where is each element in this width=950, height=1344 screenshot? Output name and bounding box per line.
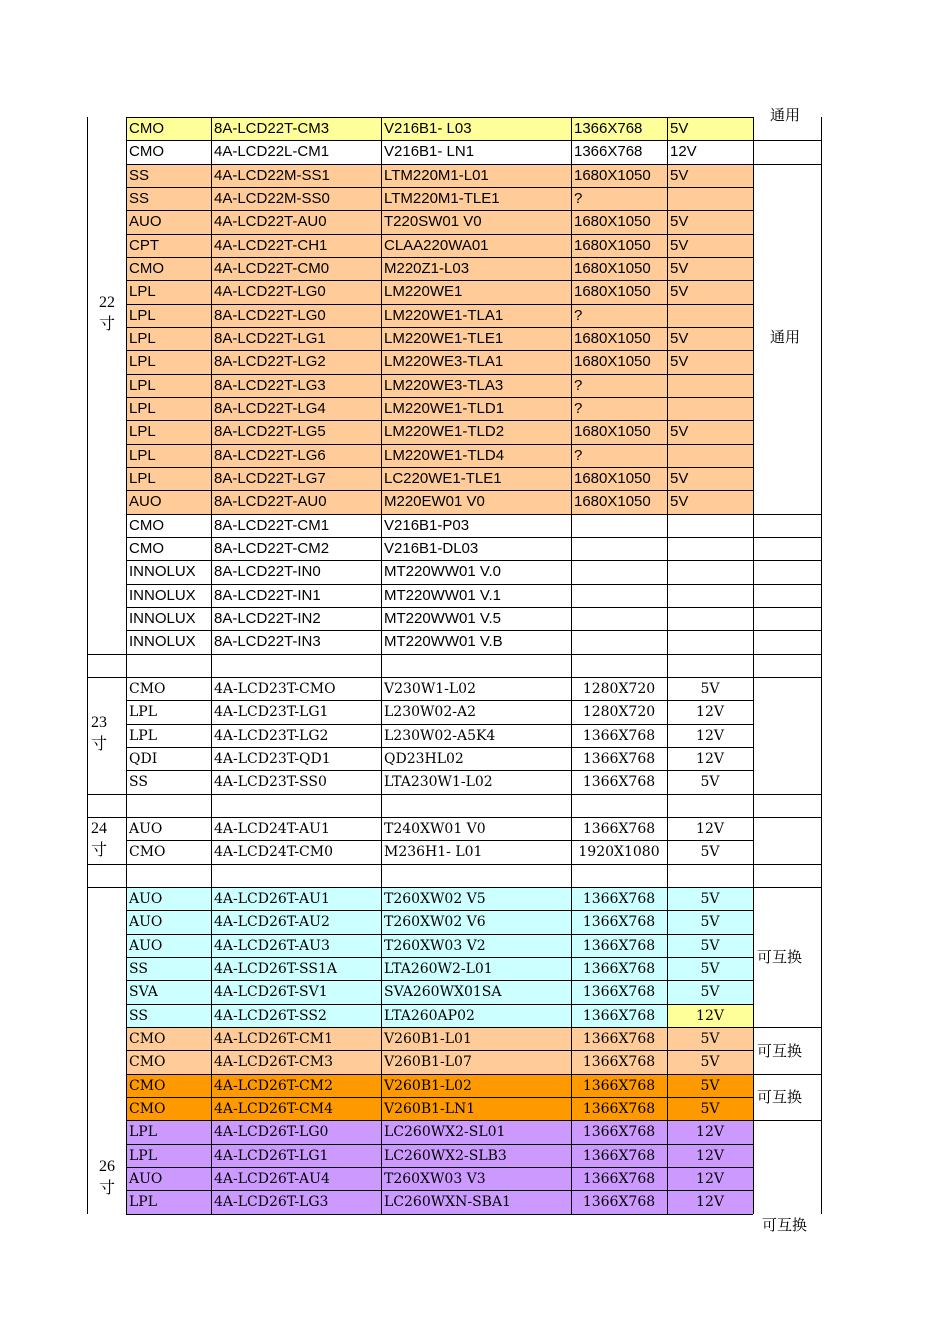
code-cell: 8A-LCD22T-LG6 bbox=[214, 446, 326, 464]
code-cell: 4A-LCD26T-AU1 bbox=[214, 890, 330, 907]
voltage-cell: 12V bbox=[696, 1170, 724, 1187]
row-border bbox=[126, 117, 753, 118]
maker-cell: INNOLUX bbox=[129, 563, 196, 581]
panel-cell: LC260WXN-SBA1 bbox=[384, 1194, 511, 1211]
row-border bbox=[126, 490, 753, 491]
row-border bbox=[126, 794, 753, 795]
row-border bbox=[126, 1027, 753, 1028]
size-label-22: 22 寸 bbox=[98, 294, 115, 333]
panel-cell: M220EW01 V0 bbox=[384, 493, 485, 511]
notes-group-border bbox=[753, 584, 821, 585]
row-border bbox=[126, 187, 753, 188]
row-border bbox=[126, 444, 753, 445]
code-cell: 4A-LCD26T-AU4 bbox=[214, 1170, 330, 1187]
row-border bbox=[126, 350, 753, 351]
row-border bbox=[126, 747, 753, 748]
resolution-cell: 1680X1050 bbox=[574, 213, 651, 231]
maker-cell: AUO bbox=[129, 937, 163, 954]
row-border bbox=[126, 1004, 753, 1005]
voltage-cell: 5V bbox=[700, 937, 720, 954]
panel-cell: LM220WE3-TLA3 bbox=[384, 376, 504, 394]
voltage-cell: 5V bbox=[700, 1054, 720, 1071]
column-border bbox=[753, 117, 754, 1214]
row-border bbox=[126, 304, 753, 305]
maker-cell: LPL bbox=[129, 423, 156, 441]
code-cell: 8A-LCD22T-IN2 bbox=[214, 609, 321, 627]
notes-group-border bbox=[753, 514, 821, 515]
code-cell: 4A-LCD22T-LG0 bbox=[214, 283, 326, 301]
resolution-cell: 1366X768 bbox=[582, 984, 656, 1001]
maker-cell: LPL bbox=[129, 306, 156, 324]
panel-cell: V230W1-L02 bbox=[384, 680, 476, 697]
panel-cell: MT220WW01 V.1 bbox=[384, 586, 501, 604]
voltage-cell: 5V bbox=[670, 329, 689, 347]
resolution-cell: 1366X768 bbox=[582, 1147, 656, 1164]
voltage-cell: 5V bbox=[670, 423, 689, 441]
size-column-border bbox=[87, 117, 88, 1214]
notes-group-border bbox=[753, 887, 821, 888]
size-label-23: 23 寸 bbox=[90, 714, 107, 753]
voltage-cell: 5V bbox=[700, 890, 720, 907]
resolution-cell: 1366X768 bbox=[582, 774, 656, 791]
code-cell: 8A-LCD22T-IN0 bbox=[214, 563, 321, 581]
column-border bbox=[381, 117, 382, 1214]
voltage-cell: 12V bbox=[696, 704, 724, 721]
code-cell: 8A-LCD22T-LG7 bbox=[214, 469, 326, 487]
row-border bbox=[126, 840, 753, 841]
code-cell: 8A-LCD22T-LG3 bbox=[214, 376, 326, 394]
panel-cell: LM220WE1-TLA1 bbox=[384, 306, 504, 324]
maker-cell: SS bbox=[129, 189, 150, 207]
panel-cell: LM220WE1-TLD2 bbox=[384, 423, 505, 441]
voltage-cell: 5V bbox=[700, 680, 720, 697]
notes-group-border bbox=[753, 864, 821, 865]
resolution-cell: 1680X1050 bbox=[574, 423, 651, 441]
resolution-cell: 1366X768 bbox=[582, 937, 656, 954]
notes-group-border bbox=[753, 140, 821, 141]
panel-cell: LM220WE1 bbox=[384, 283, 463, 301]
code-cell: 4A-LCD24T-CM0 bbox=[214, 844, 334, 861]
row-border bbox=[126, 607, 753, 608]
code-cell: 4A-LCD26T-AU3 bbox=[214, 937, 330, 954]
maker-cell: AUO bbox=[129, 820, 163, 837]
notes-group-border bbox=[753, 1027, 821, 1028]
resolution-cell: 1680X1050 bbox=[574, 469, 651, 487]
row-border bbox=[126, 584, 753, 585]
resolution-cell: 1680X1050 bbox=[574, 166, 651, 184]
code-cell: 8A-LCD22T-LG2 bbox=[214, 353, 326, 371]
row-border bbox=[126, 724, 753, 725]
row-border bbox=[126, 1190, 753, 1191]
row-border bbox=[126, 374, 753, 375]
notes-group-border bbox=[753, 677, 821, 678]
notes-group-border bbox=[753, 537, 821, 538]
voltage-cell: 5V bbox=[670, 469, 689, 487]
maker-cell: INNOLUX bbox=[129, 633, 196, 651]
voltage-cell: 5V bbox=[700, 774, 720, 791]
maker-cell: CMO bbox=[129, 680, 166, 697]
resolution-cell: 1680X1050 bbox=[574, 236, 651, 254]
panel-cell: T240XW01 V0 bbox=[384, 820, 486, 837]
maker-cell: CMO bbox=[129, 1100, 166, 1117]
voltage-cell: 12V bbox=[696, 1147, 724, 1164]
code-cell: 8A-LCD22T-CM1 bbox=[214, 516, 330, 534]
row-border bbox=[126, 537, 753, 538]
row-border bbox=[126, 560, 753, 561]
maker-cell: LPL bbox=[129, 283, 156, 301]
resolution-cell: 1366X768 bbox=[582, 1194, 656, 1211]
row-border bbox=[126, 700, 753, 701]
code-cell: 4A-LCD26T-SV1 bbox=[214, 984, 328, 1001]
resolution-cell: ? bbox=[574, 189, 583, 207]
resolution-cell: 1366X768 bbox=[582, 1170, 656, 1187]
resolution-cell: 1366X768 bbox=[582, 1124, 656, 1141]
panel-cell: MT220WW01 V.0 bbox=[384, 563, 501, 581]
panel-cell: LM220WE3-TLA1 bbox=[384, 353, 504, 371]
maker-cell: AUO bbox=[129, 1170, 163, 1187]
size-group-border bbox=[87, 794, 126, 795]
maker-cell: INNOLUX bbox=[129, 586, 196, 604]
resolution-cell: 1366X768 bbox=[582, 1100, 656, 1117]
resolution-cell: 1366X768 bbox=[582, 1007, 656, 1024]
code-cell: 4A-LCD22T-CM0 bbox=[214, 259, 330, 277]
code-cell: 4A-LCD23T-SS0 bbox=[214, 774, 327, 791]
size-group-border bbox=[87, 864, 126, 865]
maker-cell: QDI bbox=[129, 750, 158, 767]
panel-cell: V216B1-P03 bbox=[384, 516, 470, 534]
panel-cell: V216B1-DL03 bbox=[384, 539, 479, 557]
row-border bbox=[126, 1050, 753, 1051]
maker-cell: AUO bbox=[129, 213, 162, 231]
row-border bbox=[126, 980, 753, 981]
maker-cell: SS bbox=[129, 774, 148, 791]
panel-cell: LC220WE1-TLE1 bbox=[384, 469, 502, 487]
maker-cell: LPL bbox=[129, 727, 158, 744]
code-cell: 8A-LCD22T-LG1 bbox=[214, 329, 326, 347]
voltage-cell: 5V bbox=[700, 914, 720, 931]
maker-cell: CMO bbox=[129, 844, 166, 861]
code-cell: 4A-LCD26T-LG3 bbox=[214, 1194, 329, 1211]
maker-cell: CMO bbox=[129, 1030, 166, 1047]
maker-cell: LPL bbox=[129, 1124, 158, 1141]
panel-cell: T260XW03 V2 bbox=[384, 937, 486, 954]
voltage-cell: 5V bbox=[700, 1077, 720, 1094]
code-cell: 8A-LCD22T-IN1 bbox=[214, 586, 321, 604]
panel-cell: T260XW02 V6 bbox=[384, 914, 486, 931]
code-cell: 8A-LCD22T-LG0 bbox=[214, 306, 326, 324]
panel-cell: SVA260WX01SA bbox=[384, 984, 502, 1001]
resolution-cell: ? bbox=[574, 446, 583, 464]
code-cell: 8A-LCD22T-CM2 bbox=[214, 539, 330, 557]
code-cell: 4A-LCD22M-SS1 bbox=[214, 166, 330, 184]
maker-cell: LPL bbox=[129, 376, 156, 394]
voltage-cell: 5V bbox=[700, 984, 720, 1001]
notes-column-border bbox=[821, 117, 822, 1214]
row-border bbox=[126, 864, 753, 865]
panel-cell: V260B1-LN1 bbox=[384, 1100, 476, 1117]
panel-cell: T220SW01 V0 bbox=[384, 213, 482, 231]
maker-cell: CMO bbox=[129, 539, 164, 557]
panel-cell: MT220WW01 V.B bbox=[384, 633, 503, 651]
panel-cell: T260XW03 V3 bbox=[384, 1170, 486, 1187]
row-border bbox=[126, 1097, 753, 1098]
maker-cell: INNOLUX bbox=[129, 609, 196, 627]
maker-cell: LPL bbox=[129, 329, 156, 347]
size-group-border bbox=[87, 654, 126, 655]
resolution-cell: 1680X1050 bbox=[574, 493, 651, 511]
voltage-cell: 12V bbox=[696, 1194, 724, 1211]
panel-cell: QD23HL02 bbox=[384, 750, 464, 767]
resolution-cell: 1366X768 bbox=[582, 914, 656, 931]
resolution-cell: 1366X768 bbox=[574, 143, 643, 161]
panel-cell: LTM220M1-TLE1 bbox=[384, 189, 500, 207]
code-cell: 4A-LCD26T-LG1 bbox=[214, 1147, 329, 1164]
resolution-cell: 1366X768 bbox=[582, 1030, 656, 1047]
panel-cell: MT220WW01 V.5 bbox=[384, 609, 501, 627]
panel-cell: LM220WE1-TLD1 bbox=[384, 399, 505, 417]
voltage-cell: 5V bbox=[670, 236, 689, 254]
maker-cell: CMO bbox=[129, 120, 164, 137]
column-border bbox=[667, 117, 668, 1214]
voltage-cell: 5V bbox=[670, 213, 689, 231]
resolution-cell: 1366X768 bbox=[574, 120, 643, 137]
note-interchangeable-group2: 可互换 bbox=[757, 1042, 803, 1060]
code-cell: 4A-LCD23T-LG2 bbox=[214, 727, 329, 744]
voltage-cell: 12V bbox=[696, 1124, 724, 1141]
row-border bbox=[126, 164, 753, 165]
maker-cell: LPL bbox=[129, 1194, 158, 1211]
code-cell: 4A-LCD23T-CMO bbox=[214, 680, 336, 697]
notes-group-border bbox=[753, 607, 821, 608]
panel-cell: L230W02-A2 bbox=[384, 704, 476, 721]
resolution-cell: 1366X768 bbox=[582, 727, 656, 744]
panel-cell: M236H1- L01 bbox=[384, 844, 483, 861]
notes-group-border bbox=[753, 560, 821, 561]
row-border bbox=[126, 280, 753, 281]
code-cell: 4A-LCD26T-AU2 bbox=[214, 914, 330, 931]
voltage-cell: 5V bbox=[670, 259, 689, 277]
voltage-cell: 5V bbox=[700, 1030, 720, 1047]
voltage-cell: 5V bbox=[700, 844, 720, 861]
maker-cell: AUO bbox=[129, 914, 163, 931]
maker-cell: SVA bbox=[129, 984, 158, 1001]
row-border bbox=[126, 910, 753, 911]
voltage-cell: 12V bbox=[670, 143, 697, 161]
maker-cell: CPT bbox=[129, 236, 159, 254]
voltage-cell: 5V bbox=[700, 1100, 720, 1117]
resolution-cell: 1680X1050 bbox=[574, 353, 651, 371]
maker-cell: CMO bbox=[129, 1054, 166, 1071]
code-cell: 8A-LCD22T-LG4 bbox=[214, 399, 326, 417]
maker-cell: LPL bbox=[129, 446, 156, 464]
maker-cell: LPL bbox=[129, 399, 156, 417]
resolution-cell: 1920X1080 bbox=[578, 844, 660, 861]
size-group-border bbox=[87, 887, 126, 888]
voltage-cell: 5V bbox=[670, 353, 689, 371]
code-cell: 4A-LCD26T-CM1 bbox=[214, 1030, 334, 1047]
panel-cell: LM220WE1-TLD4 bbox=[384, 446, 505, 464]
row-border bbox=[126, 677, 753, 678]
voltage-cell: 5V bbox=[670, 166, 689, 184]
row-border bbox=[126, 1120, 753, 1121]
code-cell: 8A-LCD22T-IN3 bbox=[214, 633, 321, 651]
row-border bbox=[126, 514, 753, 515]
row-border bbox=[126, 770, 753, 771]
resolution-cell: 1280X720 bbox=[582, 680, 656, 697]
voltage-cell: 12V bbox=[696, 1007, 724, 1024]
row-border bbox=[126, 630, 753, 631]
row-border bbox=[126, 210, 753, 211]
code-cell: 4A-LCD26T-CM4 bbox=[214, 1100, 334, 1117]
code-cell: 4A-LCD26T-CM3 bbox=[214, 1054, 334, 1071]
notes-group-border bbox=[753, 164, 821, 165]
panel-cell: L230W02-A5K4 bbox=[384, 727, 496, 744]
code-cell: 8A-LCD22T-LG5 bbox=[214, 423, 326, 441]
voltage-cell: 5V bbox=[670, 283, 689, 301]
voltage-cell: 5V bbox=[670, 120, 689, 137]
code-cell: 4A-LCD24T-AU1 bbox=[214, 820, 330, 837]
row-border bbox=[126, 654, 753, 655]
notes-group-border bbox=[753, 1120, 821, 1121]
maker-cell: SS bbox=[129, 166, 150, 184]
note-interchangeable-group1: 可互换 bbox=[757, 948, 803, 966]
notes-group-border bbox=[753, 654, 821, 655]
row-border bbox=[126, 934, 753, 935]
notes-group-border bbox=[753, 1074, 821, 1075]
code-cell: 8A-LCD22T-CM3 bbox=[214, 120, 330, 137]
notes-group-border bbox=[753, 794, 821, 795]
resolution-cell: 1680X1050 bbox=[574, 283, 651, 301]
row-border bbox=[126, 957, 753, 958]
maker-cell: LPL bbox=[129, 704, 158, 721]
code-cell: 8A-LCD22T-AU0 bbox=[214, 493, 327, 511]
row-border bbox=[126, 257, 753, 258]
resolution-cell: 1366X768 bbox=[582, 1054, 656, 1071]
code-cell: 4A-LCD22M-SS0 bbox=[214, 189, 330, 207]
maker-cell: CMO bbox=[129, 1077, 166, 1094]
column-border bbox=[211, 117, 212, 1214]
code-cell: 4A-LCD23T-QD1 bbox=[214, 750, 331, 767]
voltage-cell: 12V bbox=[696, 820, 724, 837]
size-label-26: 26 寸 bbox=[98, 1158, 115, 1197]
code-cell: 4A-LCD26T-SS1A bbox=[214, 960, 338, 977]
voltage-cell: 12V bbox=[696, 750, 724, 767]
size-label-24: 24 寸 bbox=[90, 820, 107, 859]
panel-cell: LTM220M1-L01 bbox=[384, 166, 489, 184]
resolution-cell: ? bbox=[574, 399, 583, 417]
code-cell: 4A-LCD23T-LG1 bbox=[214, 704, 329, 721]
row-border bbox=[126, 140, 753, 141]
maker-cell: SS bbox=[129, 1007, 148, 1024]
note-interchangeable-group3: 可互换 bbox=[757, 1088, 803, 1106]
panel-cell: LTA260AP02 bbox=[384, 1007, 475, 1024]
panel-cell: LM220WE1-TLE1 bbox=[384, 329, 504, 347]
row-border bbox=[126, 420, 753, 421]
resolution-cell: 1366X768 bbox=[582, 960, 656, 977]
resolution-cell: ? bbox=[574, 376, 583, 394]
maker-cell: LPL bbox=[129, 353, 156, 371]
resolution-cell: ? bbox=[574, 306, 583, 324]
code-cell: 4A-LCD26T-CM2 bbox=[214, 1077, 334, 1094]
row-border bbox=[126, 1214, 753, 1215]
row-border bbox=[126, 234, 753, 235]
panel-cell: V260B1-L01 bbox=[384, 1030, 472, 1047]
row-border bbox=[126, 397, 753, 398]
resolution-cell: 1366X768 bbox=[582, 820, 656, 837]
resolution-cell: 1366X768 bbox=[582, 750, 656, 767]
resolution-cell: 1680X1050 bbox=[574, 259, 651, 277]
code-cell: 4A-LCD22T-CH1 bbox=[214, 236, 328, 254]
resolution-cell: 1680X1050 bbox=[574, 329, 651, 347]
row-border bbox=[126, 817, 753, 818]
voltage-cell: 5V bbox=[700, 960, 720, 977]
maker-cell: AUO bbox=[129, 890, 163, 907]
size-group-border bbox=[87, 677, 126, 678]
row-border bbox=[126, 1144, 753, 1145]
size-column-border bbox=[126, 117, 127, 1214]
notes-group-border bbox=[753, 630, 821, 631]
resolution-cell: 1366X768 bbox=[582, 890, 656, 907]
panel-cell: T260XW02 V5 bbox=[384, 890, 486, 907]
row-border bbox=[126, 1074, 753, 1075]
note-interchangeable-group4: 可互换 bbox=[762, 1216, 808, 1234]
code-cell: 4A-LCD22T-AU0 bbox=[214, 213, 327, 231]
code-cell: 4A-LCD26T-LG0 bbox=[214, 1124, 329, 1141]
column-border bbox=[571, 117, 572, 1214]
code-cell: 4A-LCD26T-SS2 bbox=[214, 1007, 327, 1024]
resolution-cell: 1280X720 bbox=[582, 704, 656, 721]
resolution-cell: 1366X768 bbox=[582, 1077, 656, 1094]
voltage-cell: 12V bbox=[696, 727, 724, 744]
note-universal-top: 通用 bbox=[770, 106, 801, 124]
maker-cell: AUO bbox=[129, 493, 162, 511]
panel-cell: LTA230W1-L02 bbox=[384, 774, 493, 791]
row-border bbox=[126, 467, 753, 468]
panel-cell: V216B1- L03 bbox=[384, 120, 472, 137]
row-border bbox=[126, 887, 753, 888]
row-border bbox=[126, 327, 753, 328]
maker-cell: CMO bbox=[129, 259, 164, 277]
code-cell: 4A-LCD22L-CM1 bbox=[214, 143, 330, 161]
maker-cell: LPL bbox=[129, 1147, 158, 1164]
row-border bbox=[126, 1167, 753, 1168]
panel-cell: LTA260W2-L01 bbox=[384, 960, 493, 977]
maker-cell: CMO bbox=[129, 516, 164, 534]
maker-cell: SS bbox=[129, 960, 148, 977]
panel-cell: LC260WX2-SLB3 bbox=[384, 1147, 507, 1164]
maker-cell: LPL bbox=[129, 469, 156, 487]
panel-cell: V260B1-L02 bbox=[384, 1077, 472, 1094]
panel-cell: LC260WX2-SL01 bbox=[384, 1124, 506, 1141]
maker-cell: CMO bbox=[129, 143, 164, 161]
notes-group-border bbox=[753, 817, 821, 818]
note-universal-22: 通用 bbox=[770, 328, 801, 346]
panel-cell: M220Z1-L03 bbox=[384, 259, 470, 277]
panel-cell: V260B1-L07 bbox=[384, 1054, 472, 1071]
voltage-cell: 5V bbox=[670, 493, 689, 511]
panel-cell: CLAA220WA01 bbox=[384, 236, 489, 254]
panel-cell: V216B1- LN1 bbox=[384, 143, 475, 161]
